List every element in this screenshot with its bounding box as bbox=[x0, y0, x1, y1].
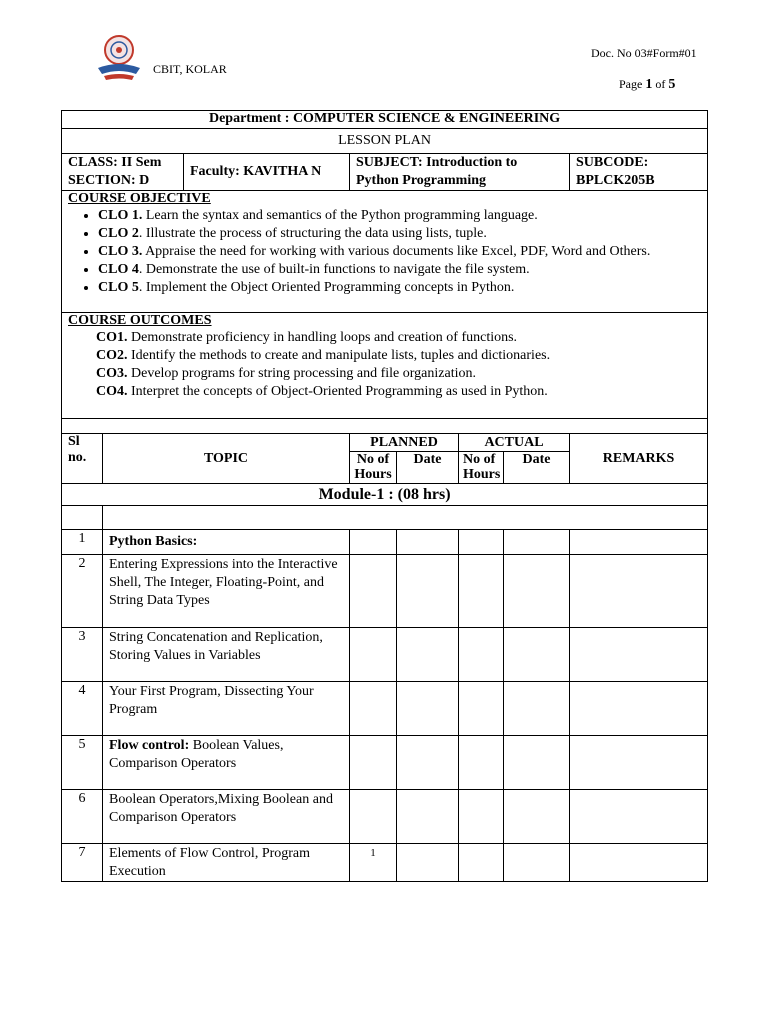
objective-list bbox=[68, 207, 701, 297]
row-actual-hours bbox=[459, 555, 504, 628]
table-row bbox=[62, 628, 708, 682]
row-planned-date bbox=[397, 736, 459, 790]
course-outcomes-title: COURSE OUTCOMES bbox=[68, 313, 212, 328]
row-sl: 5 bbox=[62, 736, 103, 790]
row-sl: 2 bbox=[62, 555, 103, 628]
row-actual-date bbox=[504, 682, 570, 736]
row-actual-hours bbox=[459, 628, 504, 682]
row-topic: Python Basics: bbox=[103, 530, 350, 555]
spacer-row bbox=[62, 419, 708, 434]
row-topic: Entering Expressions into the Interactive Shell, The Integer, Floating-Point, and String Data Types bbox=[103, 555, 350, 628]
row-actual-date bbox=[504, 736, 570, 790]
row-remarks bbox=[570, 736, 708, 790]
row-remarks bbox=[570, 844, 708, 882]
row-actual-date bbox=[504, 790, 570, 844]
row-actual-hours bbox=[459, 682, 504, 736]
row-remarks bbox=[570, 628, 708, 682]
objective-item: • CLO 4. Demonstrate the use of built-in functions to navigate the file system. bbox=[98, 261, 701, 279]
row-planned-hours bbox=[350, 555, 397, 628]
college-logo-icon bbox=[92, 30, 146, 84]
subject-cell: SUBJECT: Introduction to Python Programming bbox=[350, 154, 570, 191]
row-actual-hours bbox=[459, 844, 504, 882]
row-sl: 7 bbox=[62, 844, 103, 882]
row-topic: Your First Program, Dissecting Your Program bbox=[103, 682, 350, 736]
empty-cell bbox=[62, 506, 103, 530]
subcode-cell: SUBCODE: BPLCK205B bbox=[570, 154, 708, 191]
table-row bbox=[62, 790, 708, 844]
actual-date-header: Date bbox=[504, 452, 570, 484]
outcome-list bbox=[68, 329, 701, 401]
sl-no-header: Sl no. bbox=[62, 434, 103, 484]
row-actual-hours bbox=[459, 790, 504, 844]
page-number: Page 1 of 5 bbox=[619, 77, 676, 92]
row-planned-hours bbox=[350, 628, 397, 682]
row-remarks bbox=[570, 530, 708, 555]
row-remarks bbox=[570, 555, 708, 628]
row-actual-hours bbox=[459, 736, 504, 790]
objective-item: • CLO 3. Appraise the need for working with various documents like Excel, PDF, Word and Others. bbox=[98, 243, 701, 261]
course-objective-section bbox=[62, 191, 708, 313]
remarks-header: REMARKS bbox=[570, 434, 708, 484]
row-planned-hours bbox=[350, 790, 397, 844]
row-planned-date bbox=[397, 844, 459, 882]
class-section-cell: CLASS: II Sem SECTION: D bbox=[62, 154, 184, 191]
lesson-plan-title: LESSON PLAN bbox=[62, 129, 708, 154]
outcome-item: CO4. Interpret the concepts of Object-Oriented Programming as used in Python. bbox=[96, 384, 548, 399]
objective-item: • CLO 1. Learn the syntax and semantics of the Python programming language. bbox=[98, 207, 701, 225]
module-heading: Module-1 : (08 hrs) bbox=[62, 484, 708, 506]
row-sl: 6 bbox=[62, 790, 103, 844]
table-row bbox=[62, 844, 708, 882]
row-actual-hours bbox=[459, 530, 504, 555]
table-row bbox=[62, 530, 708, 555]
row-planned-date bbox=[397, 628, 459, 682]
row-planned-date bbox=[397, 555, 459, 628]
planned-date-header: Date bbox=[397, 452, 459, 484]
outcome-item: CO2. Identify the methods to create and manipulate lists, tuples and dictionaries. bbox=[96, 348, 551, 363]
actual-header: ACTUAL bbox=[459, 434, 570, 452]
topic-header: TOPIC bbox=[103, 434, 350, 484]
row-sl: 3 bbox=[62, 628, 103, 682]
row-planned-date bbox=[397, 790, 459, 844]
table-row bbox=[62, 736, 708, 790]
row-planned-hours bbox=[350, 530, 397, 555]
row-actual-date bbox=[504, 530, 570, 555]
row-planned-hours bbox=[350, 736, 397, 790]
row-planned-date bbox=[397, 682, 459, 736]
outcome-item: CO1. Demonstrate proficiency in handling loops and creation of functions. bbox=[96, 330, 518, 345]
table-row bbox=[62, 555, 708, 628]
row-topic: Flow control: Boolean Values, Comparison Operators bbox=[103, 736, 350, 790]
row-topic: Boolean Operators,Mixing Boolean and Comparison Operators bbox=[103, 790, 350, 844]
doc-number: Doc. No 03#Form#01 bbox=[591, 46, 697, 60]
lesson-plan-table bbox=[61, 110, 708, 882]
planned-header: PLANNED bbox=[350, 434, 459, 452]
faculty-cell: Faculty: KAVITHA N bbox=[184, 154, 350, 191]
row-remarks bbox=[570, 682, 708, 736]
row-sl: 4 bbox=[62, 682, 103, 736]
outcome-item: CO3. Develop programs for string processing and file organization. bbox=[96, 366, 476, 381]
row-planned-hours bbox=[350, 682, 397, 736]
row-topic: Elements of Flow Control, Program Execution bbox=[103, 844, 350, 882]
planned-hours-header: No of Hours bbox=[350, 452, 397, 484]
org-name: CBIT, KOLAR bbox=[153, 62, 227, 76]
course-objective-title: COURSE OBJECTIVE bbox=[68, 191, 211, 206]
actual-hours-header: No of Hours bbox=[459, 452, 504, 484]
objective-item: • CLO 5. Implement the Object Oriented Programming concepts in Python. bbox=[98, 279, 701, 297]
empty-cell bbox=[103, 506, 708, 530]
row-topic: String Concatenation and Replication, Storing Values in Variables bbox=[103, 628, 350, 682]
row-actual-date bbox=[504, 628, 570, 682]
row-actual-date bbox=[504, 555, 570, 628]
row-sl: 1 bbox=[62, 530, 103, 555]
row-actual-date bbox=[504, 844, 570, 882]
course-outcomes-section bbox=[62, 313, 708, 419]
department-row: Department : COMPUTER SCIENCE & ENGINEERING bbox=[62, 111, 708, 129]
row-planned-date bbox=[397, 530, 459, 555]
row-planned-hours: 1 bbox=[350, 844, 397, 882]
objective-item: • CLO 2. Illustrate the process of structuring the data using lists, tuple. bbox=[98, 225, 701, 243]
table-row bbox=[62, 682, 708, 736]
row-remarks bbox=[570, 790, 708, 844]
